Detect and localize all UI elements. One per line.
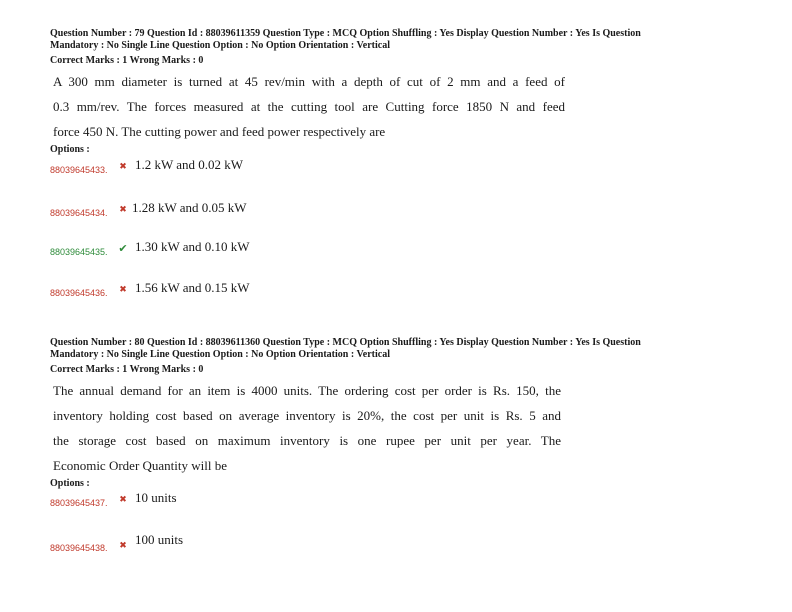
option-id: 88039645433. (50, 165, 108, 175)
option-row (50, 200, 450, 220)
question-text-line: A 300 mm diameter is turned at 45 rev/min with a depth of cut of 2 mm and a feed of (53, 74, 565, 89)
question-text-line: Economic Order Quantity will be (53, 458, 228, 473)
option-id: 88039645436. (50, 288, 108, 298)
question-header-line: Mandatory : No Single Line Question Option : No Option Orientation : Vertical (50, 349, 391, 360)
option-id: 88039645435. (50, 247, 108, 257)
question-marks: Correct Marks : 1 Wrong Marks : 0 (50, 55, 204, 66)
check-icon: ✔ (118, 242, 128, 255)
option-id: 88039645434. (50, 208, 108, 218)
option-text: 1.56 kW and 0.15 kW (135, 280, 250, 295)
cross-icon: ✖ (119, 205, 127, 215)
option-text: 10 units (135, 490, 177, 505)
question-header-line: Question Number : 80 Question Id : 88039611360 Question Type : MCQ Option Shuffling : Yes Display Question Number : Yes Is Question (50, 337, 641, 348)
question-text-line: The annual demand for an item is 4000 units. The ordering cost per order is Rs. 150, the (53, 383, 561, 398)
question-header (50, 337, 750, 361)
question-text (53, 378, 561, 478)
cross-icon: ✖ (119, 162, 127, 172)
question-header (50, 28, 750, 52)
question-block-79 (50, 28, 750, 156)
cross-icon: ✖ (119, 285, 127, 295)
options-label: Options : (50, 144, 90, 155)
option-row (50, 280, 450, 300)
question-text-line: force 450 N. The cutting power and feed power respectively are (53, 124, 386, 139)
option-row (50, 490, 450, 510)
question-text (53, 69, 565, 144)
option-id: 88039645438. (50, 543, 108, 553)
options-label: Options : (50, 478, 90, 489)
question-text-line: inventory holding cost based on average inventory is 20%, the cost per unit is Rs. 5 and (53, 408, 561, 423)
option-text: 100 units (135, 532, 184, 547)
option-text: 1.2 kW and 0.02 kW (135, 157, 244, 172)
option-id: 88039645437. (50, 498, 108, 508)
option-row (50, 157, 450, 177)
question-marks: Correct Marks : 1 Wrong Marks : 0 (50, 364, 204, 375)
cross-icon: ✖ (119, 495, 127, 505)
question-text-line: the storage cost based on maximum inventory is one rupee per unit per year. The (53, 433, 561, 448)
option-text: 1.28 kW and 0.05 kW (132, 200, 247, 215)
option-text: 1.30 kW and 0.10 kW (135, 239, 250, 254)
question-header-line: Question Number : 79 Question Id : 88039611359 Question Type : MCQ Option Shuffling : Yes Display Question Number : Yes Is Question (50, 28, 641, 39)
question-header-line: Mandatory : No Single Line Question Option : No Option Orientation : Vertical (50, 40, 391, 51)
question-text-line: 0.3 mm/rev. The forces measured at the cutting tool are Cutting force 1850 N and feed (53, 99, 565, 114)
cross-icon: ✖ (119, 541, 127, 551)
option-row (50, 532, 450, 552)
question-block-80 (50, 337, 750, 490)
option-row (50, 239, 450, 259)
